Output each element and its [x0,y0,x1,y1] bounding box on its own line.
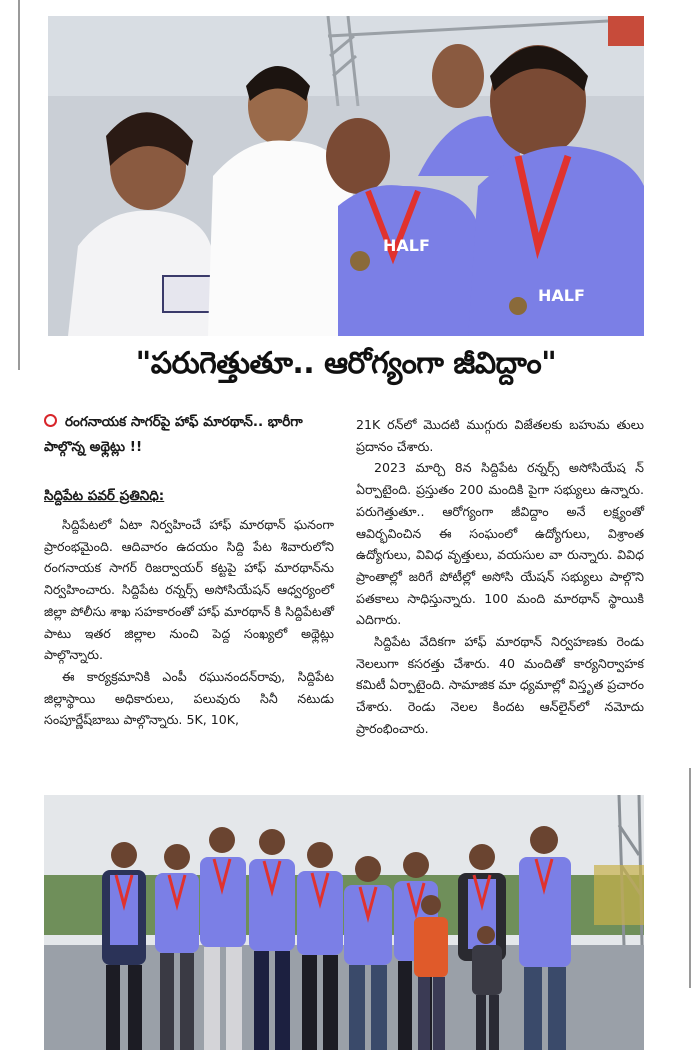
bullet-circle-icon [44,414,57,427]
column1-paragraph-2: ఈ కార్యక్రమానికి ఎంపీ రఘునందన్‌రావు, సిద్దిపేట జిల్లాస్థాయి అధికారులు, పలువురు సినీ నటుడు సంపూర్ణేష్‌బాబు పాల్గొన్నారు. 5K, 10K, [44,668,334,728]
svg-text:HALF: HALF [538,286,585,305]
subheading-text: రంగనాయక సాగర్‌పై హాఫ్ మారథాన్.. భారీగా పాల్గొన్న అథ్లెట్లు !! [44,414,303,455]
column2-paragraph-2: 2023 మార్చి 8న సిద్దిపేట రన్నర్స్ అసోసియేష న్ ఏర్పాటైంది. ప్రస్తుతం 200 మందికి పైగా సభ్యులు ఉన్నారు. పరుగెత్తుతూ.. ఆరోగ్యంగా జీవిద్దాం అనే లక్ష్యంతో ఆవిర్భవించిన ఈ సంఘంలో ఉద్యోగులు, విశ్రాంత ఉద్యోగులు, వివిధ వృత్తులు, వయసుల వా రున్నారు. వివిధ ప్రాంతాల్లో జరిగే పోటీల్లో అసోసి యేషన్ సభ్యులు పాల్గొని పతకాలు సాధిస్తున్నారు. 100 మంది మారథాన్ స్థాయికి ఎదిగారు. [356,460,644,628]
top-photo [48,16,644,336]
bottom-photo [44,795,644,1050]
column2-paragraph-3: సిద్దిపేట వేదికగా హాఫ్ మారథాన్ నిర్వహణకు రెండు నెలలుగా కసరత్తు చేశారు. 40 మందితో కార్యనిర్వాహక కమిటీ ఏర్పాటైంది. సామాజిక మా ధ్యమాల్లో విస్తృత ప్రచారం చేశారు. రెండు నెలల కిందట ఆన్‌లైన్‌లో నమోదు ప్రారంభించారు. [356,634,644,736]
article-column-1 [44,514,334,731]
headline: "పరుగెత్తుతూ.. ఆరోగ్యంగా జీవిద్దాం" [135,346,557,381]
column2-paragraph-1: 21K రన్‌లో మొదటి ముగ్గురు విజేతలకు బహుమ తులు ప్రదానం చేశారు. [356,417,644,454]
column1-paragraph-1: సిద్దిపేటలో ఏటా నిర్వహించే హాఫ్ మారథాన్ ఘనంగా ప్రారంభమైంది. ఆదివారం ఉదయం సిద్ది పేట శివారులోని రంగనాయక సాగర్ రిజర్వాయర్ కట్టపై హాఫ్ మారథాన్‌ను నిర్వహించారు. సిద్దిపేట రన్నర్స్ అసోసియేషన్ ఆధ్వర్యంలో జిల్లా పోలీసు శాఖ సహకారంతో హాఫ్ మారథాన్ కి సిద్దిపేటతో పాటు ఇతర జిల్లాల నుంచి పెద్ద సంఖ్యలో అథ్లెట్లు పాల్గొన్నారు. [44,517,334,663]
article-column-2 [356,414,644,740]
page-rule-left [18,0,20,370]
jersey-text: HALF [383,236,430,255]
byline: సిద్దిపేట పవర్ ప్రతినిధి: [44,488,165,504]
subheading [44,410,344,460]
page-rule-right [689,768,691,988]
